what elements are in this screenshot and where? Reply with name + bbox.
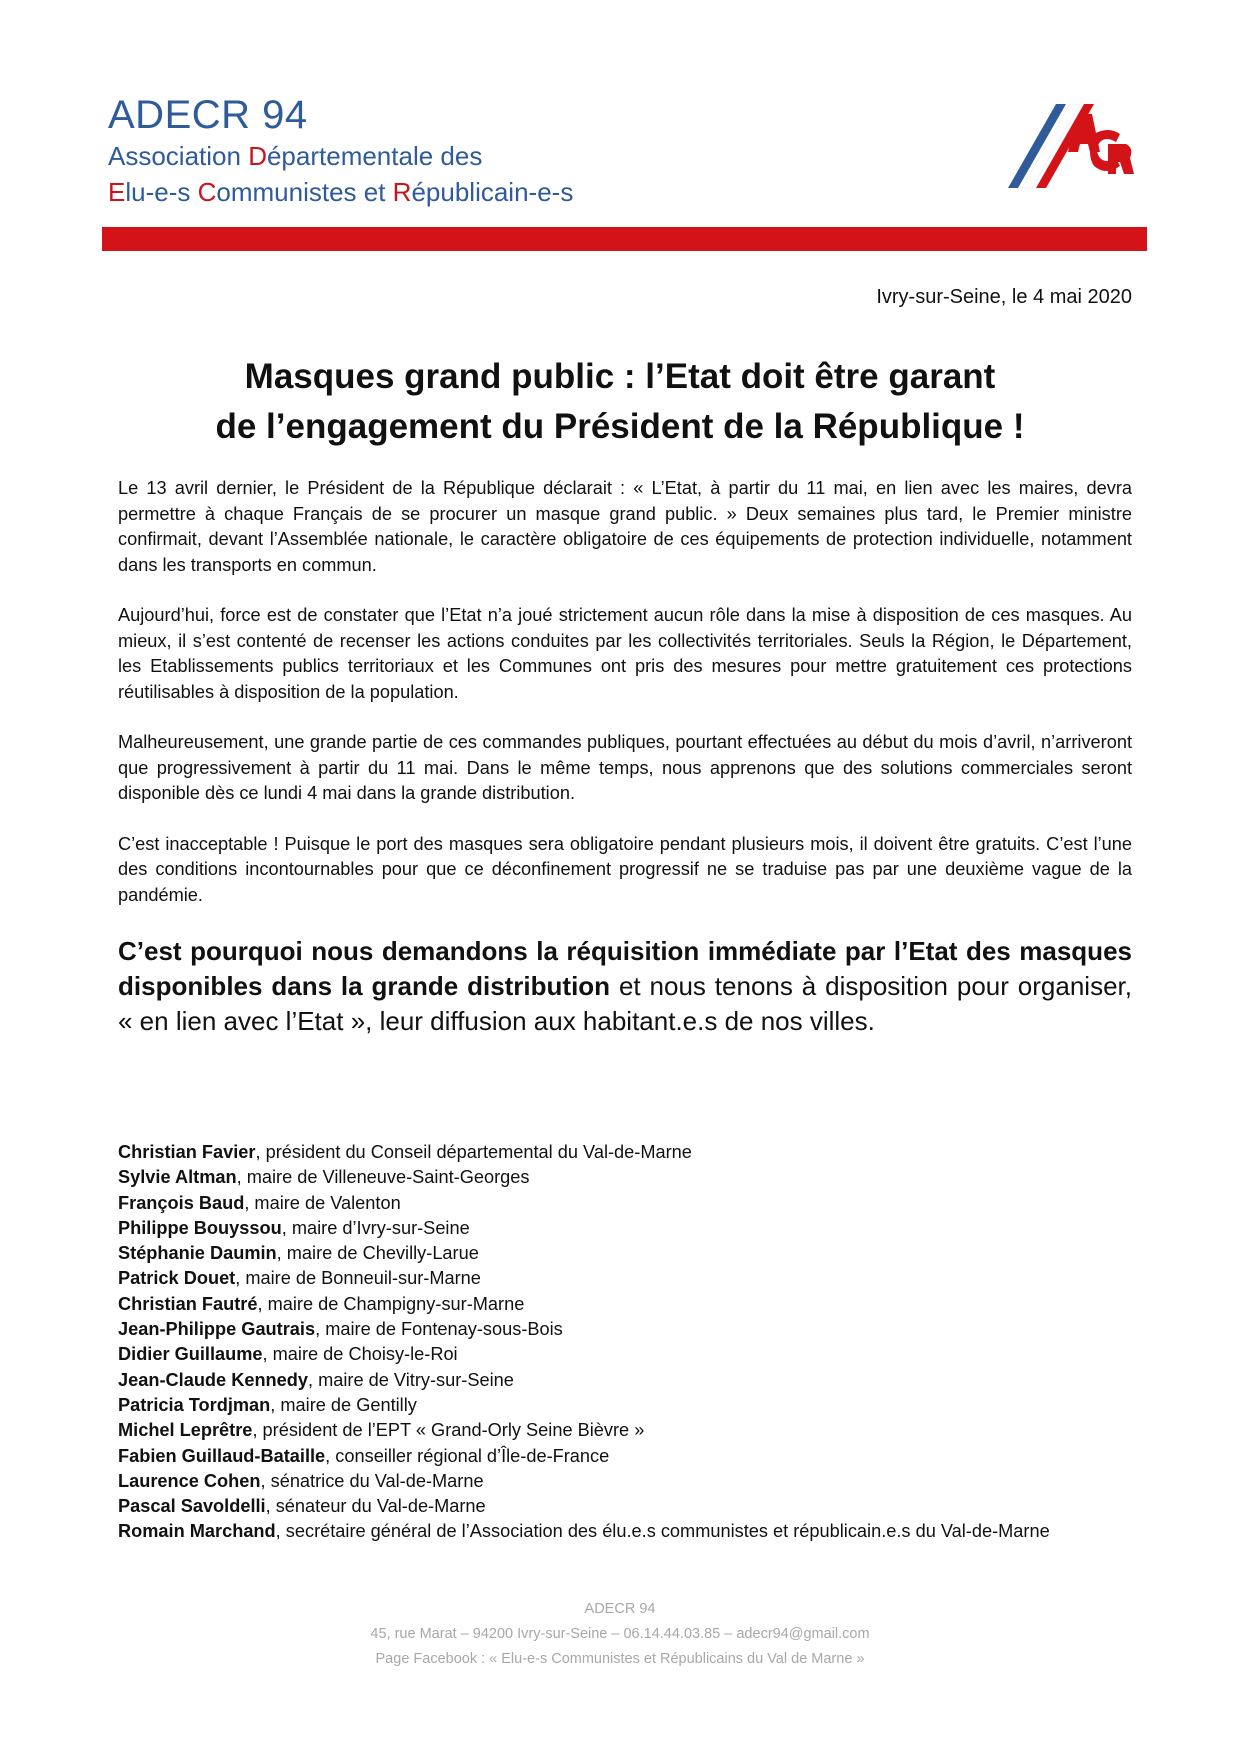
title-line1: Masques grand public : l’Etat doit être garant [244, 357, 996, 396]
header-divider-bar [102, 227, 1147, 251]
signatory: Stéphanie Daumin, maire de Chevilly-Larue [118, 1243, 479, 1264]
signatory: Patricia Tordjman, maire de Gentilly [118, 1394, 417, 1415]
signatory: Patrick Douet, maire de Bonneuil-sur-Marne [118, 1268, 481, 1289]
signatory: Romain Marchand, secrétaire général de l’Association des élu.e.s communistes et républicain.e.s du Val-de-Marne [118, 1521, 1050, 1542]
footer-facebook: Page Facebook : « Elu-e-s Communistes et Républicains du Val de Marne » [375, 1651, 865, 1667]
footer-address: 45, rue Marat – 94200 Ivry-sur-Seine – 06.14.44.03.85 – adecr94@gmail.com [370, 1626, 870, 1642]
letterhead [108, 92, 1148, 210]
signatory: Didier Guillaume, maire de Choisy-le-Roi [118, 1344, 458, 1365]
signatory: Sylvie Altman, maire de Villeneuve-Saint-Georges [118, 1167, 530, 1188]
signatory: Fabien Guillaud-Bataille, conseiller régional d’Île-de-France [118, 1445, 610, 1466]
signatory: Philippe Bouyssou, maire d’Ivry-sur-Seine [118, 1217, 470, 1238]
signatory: Jean-Philippe Gautrais, maire de Fontenay-sous-Bois [118, 1319, 563, 1340]
footer-org: ADECR 94 [584, 1601, 656, 1617]
footer [0, 1597, 1240, 1672]
body-text [118, 476, 1132, 933]
org-subtitle-line2: Elu-e-s Communistes et Républicain-e-s [108, 177, 574, 207]
org-name: ADECR 94 [108, 93, 308, 137]
paragraph: Aujourd’hui, force est de constater que l’Etat n’a joué strictement aucun rôle dans la mise à disposition de ces masques. Au mieux, il s’est contenté de recenser les actions conduites par les collectivités territoriales. Seuls la Région, le Département, les Etablissements publics territoriaux et les Communes ont pris des mesures pour mettre gratuitement ces protections réutilisables à disposition de la population. [118, 605, 1132, 702]
paragraph: Le 13 avril dernier, le Président de la République déclarait : « L’Etat, à partir du 11 mai, en lien avec les maires, devra permettre à chaque Français de se procurer un masque grand public. » Deux semaines plus tard, le Premier ministre confirmait, devant l’Assemblée nationale, le caractère obligatoire de ces équipements de protection individuelle, notamment dans les transports en commun. [118, 478, 1132, 575]
call-bold: C’est pourquoi nous demandons la réquisition immédiate par l’Etat des masques disponibles dans la grande distribution [118, 936, 1132, 1001]
signatories-list [118, 1140, 1050, 1545]
signatory: François Baud, maire de Valenton [118, 1192, 401, 1213]
org-subtitle-line1: Association Départementale des [108, 141, 483, 171]
paragraph: C’est inacceptable ! Puisque le port des masques sera obligatoire pendant plusieurs mois, il doivent être gratuits. C’est l’une des conditions incontournables pour que ce déconfinement progressif ne se traduise pas par une deuxième vague de la pandémie. [118, 833, 1132, 905]
document-date: Ivry-sur-Seine, le 4 mai 2020 [876, 286, 1132, 308]
signatory: Michel Leprêtre, président de l’EPT « Grand-Orly Seine Bièvre » [118, 1420, 645, 1441]
signatory: Pascal Savoldelli, sénateur du Val-de-Marne [118, 1496, 486, 1517]
aecr-logo-icon [1008, 104, 1134, 190]
document-title [100, 352, 1140, 452]
signatory: Christian Favier, président du Conseil départemental du Val-de-Marne [118, 1142, 692, 1162]
signatory: Christian Fautré, maire de Champigny-sur-Marne [118, 1293, 525, 1314]
signatory: Jean-Claude Kennedy, maire de Vitry-sur-Seine [118, 1369, 514, 1390]
signatory: Laurence Cohen, sénatrice du Val-de-Marne [118, 1470, 484, 1491]
call-rest: et nous tenons à disposition pour organiser, « en lien avec l’Etat », leur diffusion aux habitant.e.s de nos villes. [118, 971, 1132, 1036]
title-line2: de l’engagement du Président de la République ! [215, 407, 1025, 446]
call-to-action [118, 934, 1132, 1039]
paragraph: Malheureusement, une grande partie de ces commandes publiques, pourtant effectuées au début du mois d’avril, n’arriveront que progressivement à partir du 11 mai. Dans le même temps, nous apprenons que des solutions commerciales seront disponible dès ce lundi 4 mai dans la grande distribution. [118, 732, 1132, 803]
